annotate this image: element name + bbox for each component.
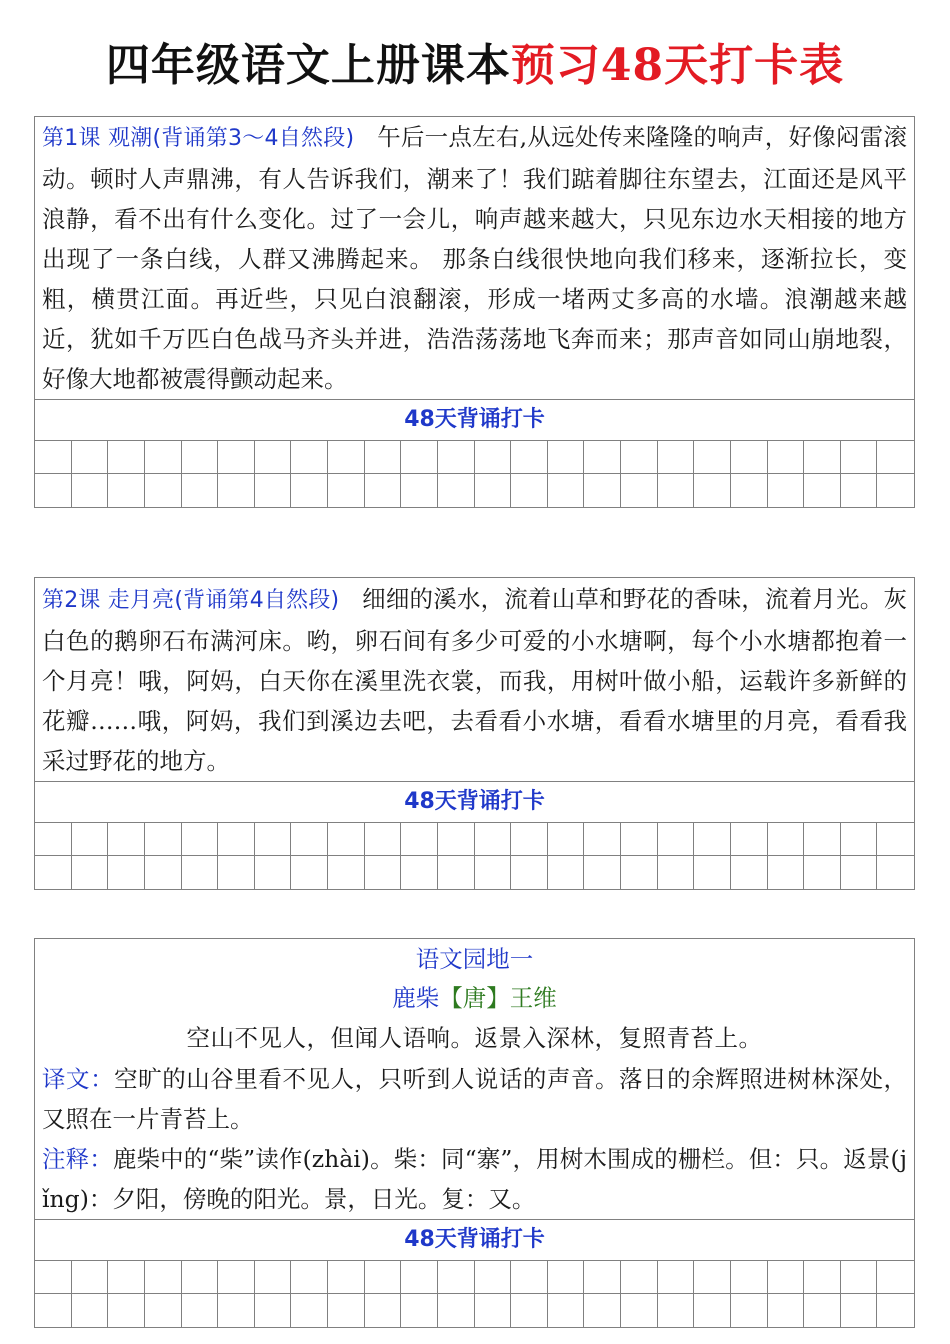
- checkin-cell[interactable]: [72, 1294, 109, 1327]
- checkin-cell[interactable]: [438, 1294, 475, 1327]
- checkin-cell[interactable]: [401, 823, 438, 856]
- checkin-cell[interactable]: [365, 856, 402, 889]
- checkin-cell[interactable]: [877, 1294, 914, 1327]
- checkin-cell[interactable]: [621, 823, 658, 856]
- checkin-cell[interactable]: [291, 441, 328, 474]
- checkin-cell[interactable]: [365, 441, 402, 474]
- checkin-cell[interactable]: [804, 823, 841, 856]
- checkin-cell[interactable]: [768, 1294, 805, 1327]
- checkin-cell[interactable]: [877, 856, 914, 889]
- checkin-cell[interactable]: [511, 823, 548, 856]
- checkin-cell[interactable]: [804, 441, 841, 474]
- checkin-cell[interactable]: [731, 474, 768, 507]
- checkin-cell[interactable]: [328, 856, 365, 889]
- checkin-cell[interactable]: [328, 823, 365, 856]
- checkin-cell[interactable]: [731, 1261, 768, 1294]
- checkin-cell[interactable]: [108, 823, 145, 856]
- checkin-cell[interactable]: [768, 856, 805, 889]
- checkin-cell[interactable]: [475, 856, 512, 889]
- checkin-cell[interactable]: [768, 474, 805, 507]
- garden-punch-label: 48天背诵打卡: [35, 1219, 914, 1260]
- checkin-cell[interactable]: [291, 823, 328, 856]
- checkin-cell[interactable]: [438, 856, 475, 889]
- title-main: 四年级语文上册课本: [105, 40, 511, 91]
- checkin-cell[interactable]: [841, 1261, 878, 1294]
- checkin-cell[interactable]: [438, 441, 475, 474]
- checkin-cell[interactable]: [72, 1261, 109, 1294]
- checkin-cell[interactable]: [694, 441, 731, 474]
- checkin-cell[interactable]: [548, 1294, 585, 1327]
- checkin-cell[interactable]: [401, 1261, 438, 1294]
- checkin-cell[interactable]: [35, 1294, 72, 1327]
- checkin-cell[interactable]: [658, 441, 695, 474]
- checkin-cell[interactable]: [218, 441, 255, 474]
- checkin-cell[interactable]: [658, 1294, 695, 1327]
- poem-title: 鹿柴: [392, 984, 440, 1012]
- lesson-2-card: [34, 577, 915, 890]
- checkin-cell[interactable]: [182, 823, 219, 856]
- checkin-cell[interactable]: [182, 474, 219, 507]
- checkin-cell[interactable]: [511, 1261, 548, 1294]
- lesson-1-card: [34, 116, 915, 508]
- checkin-cell[interactable]: [145, 474, 182, 507]
- lesson-1-text: 午后一点左右,从远处传来隆隆的响声，好像闷雷滚动。顿时人声鼎沸，有人告诉我们，潮来了！我们踮着脚往东望去，江面还是风平浪静，看不出有什么变化。过了一会儿，响声越来越大，只见东边水天相接的地方出现了一条白线，人群又沸腾起来。 那条白线很快地向我们移来，逐渐拉长，变粗，横贯江面。再近些，只见白浪翻滚，形成一堵两丈多高的水墙。浪潮越来越近，犹如千万匹白色战马齐头并进，浩浩荡荡地飞奔而来；那声音如同山崩地裂，好像大地都被震得颤动起来。: [42, 123, 907, 393]
- checkin-cell[interactable]: [291, 856, 328, 889]
- checkin-cell[interactable]: [475, 823, 512, 856]
- lesson-2-body: [35, 578, 914, 781]
- checkin-cell[interactable]: [841, 823, 878, 856]
- checkin-cell[interactable]: [877, 823, 914, 856]
- lesson-1-heading: 第1课 观潮(背诵第3～4自然段): [42, 126, 355, 151]
- checkin-cell[interactable]: [804, 474, 841, 507]
- checkin-cell[interactable]: [475, 1261, 512, 1294]
- checkin-cell[interactable]: [255, 856, 292, 889]
- checkin-cell[interactable]: [401, 441, 438, 474]
- lesson-2-heading: 第2课 走月亮(背诵第4自然段): [42, 588, 340, 613]
- checkin-cell[interactable]: [877, 474, 914, 507]
- checkin-cell[interactable]: [145, 441, 182, 474]
- checkin-cell[interactable]: [182, 441, 219, 474]
- checkin-cell[interactable]: [621, 856, 658, 889]
- checkin-cell[interactable]: [182, 856, 219, 889]
- checkin-cell[interactable]: [694, 856, 731, 889]
- checkin-cell[interactable]: [694, 474, 731, 507]
- checkin-cell[interactable]: [291, 1294, 328, 1327]
- checkin-cell[interactable]: [182, 1294, 219, 1327]
- chinese-garden-card: [34, 938, 915, 1328]
- translation-block: [35, 1059, 914, 1139]
- checkin-cell[interactable]: [365, 474, 402, 507]
- checkin-cell[interactable]: [328, 1294, 365, 1327]
- checkin-cell[interactable]: [108, 474, 145, 507]
- lesson-1-punch-label: 48天背诵打卡: [35, 399, 914, 440]
- checkin-cell[interactable]: [328, 1261, 365, 1294]
- checkin-cell[interactable]: [255, 1261, 292, 1294]
- checkin-cell[interactable]: [511, 474, 548, 507]
- checkin-cell[interactable]: [108, 1261, 145, 1294]
- checkin-cell[interactable]: [731, 441, 768, 474]
- checkin-cell[interactable]: [584, 1294, 621, 1327]
- checkin-cell[interactable]: [621, 474, 658, 507]
- poem-title-line: [35, 979, 914, 1018]
- checkin-cell[interactable]: [548, 823, 585, 856]
- checkin-cell[interactable]: [584, 1261, 621, 1294]
- checkin-cell[interactable]: [841, 1294, 878, 1327]
- checkin-cell[interactable]: [72, 441, 109, 474]
- checkin-cell[interactable]: [108, 441, 145, 474]
- checkin-cell[interactable]: [841, 474, 878, 507]
- checkin-cell[interactable]: [328, 474, 365, 507]
- lesson-2-punch-label: 48天背诵打卡: [35, 781, 914, 822]
- poem-dynasty: 【唐】: [439, 984, 510, 1012]
- checkin-cell[interactable]: [621, 1261, 658, 1294]
- checkin-cell[interactable]: [401, 856, 438, 889]
- checkin-cell[interactable]: [328, 441, 365, 474]
- checkin-cell[interactable]: [584, 474, 621, 507]
- checkin-cell[interactable]: [145, 1261, 182, 1294]
- checkin-cell[interactable]: [365, 823, 402, 856]
- checkin-cell[interactable]: [511, 441, 548, 474]
- checkin-cell[interactable]: [72, 823, 109, 856]
- checkin-cell[interactable]: [658, 823, 695, 856]
- checkin-cell[interactable]: [401, 1294, 438, 1327]
- checkin-cell[interactable]: [768, 1261, 805, 1294]
- checkin-cell[interactable]: [35, 474, 72, 507]
- checkin-cell[interactable]: [72, 474, 109, 507]
- checkin-cell[interactable]: [475, 474, 512, 507]
- checkin-cell[interactable]: [658, 474, 695, 507]
- checkin-cell[interactable]: [731, 856, 768, 889]
- lesson-1-checkin-grid: [35, 440, 914, 507]
- checkin-cell[interactable]: [35, 441, 72, 474]
- checkin-cell[interactable]: [584, 856, 621, 889]
- checkin-cell[interactable]: [401, 474, 438, 507]
- checkin-cell[interactable]: [72, 856, 109, 889]
- checkin-cell[interactable]: [731, 1294, 768, 1327]
- checkin-cell[interactable]: [694, 1261, 731, 1294]
- checkin-cell[interactable]: [35, 1261, 72, 1294]
- page-title: [0, 38, 950, 94]
- checkin-cell[interactable]: [438, 474, 475, 507]
- garden-checkin-grid: [35, 1260, 914, 1327]
- checkin-cell[interactable]: [365, 1261, 402, 1294]
- checkin-cell[interactable]: [108, 1294, 145, 1327]
- checkin-cell[interactable]: [108, 856, 145, 889]
- checkin-cell[interactable]: [584, 441, 621, 474]
- checkin-cell[interactable]: [182, 1261, 219, 1294]
- checkin-cell[interactable]: [658, 1261, 695, 1294]
- lesson-2-text: 细细的溪水，流着山草和野花的香味，流着月光。灰白色的鹅卵石布满河床。哟，卵石间有多少可爱的小水塘啊，每个小水塘都抱着一个月亮！哦，阿妈，白天你在溪里洗衣裳，而我，用树叶做小船，运载许多新鲜的花瓣……哦，阿妈，我们到溪边去吧，去看看小水塘，看看水塘里的月亮，看看我采过野花的地方。: [42, 585, 907, 775]
- checkin-cell[interactable]: [438, 1261, 475, 1294]
- checkin-cell[interactable]: [218, 856, 255, 889]
- checkin-cell[interactable]: [768, 823, 805, 856]
- checkin-cell[interactable]: [694, 823, 731, 856]
- checkin-cell[interactable]: [291, 474, 328, 507]
- poem-author: 王维: [509, 984, 557, 1012]
- checkin-cell[interactable]: [35, 823, 72, 856]
- checkin-cell[interactable]: [145, 856, 182, 889]
- garden-heading: 语文园地一: [415, 945, 534, 973]
- translation-label: 译文：: [42, 1065, 115, 1093]
- checkin-cell[interactable]: [804, 856, 841, 889]
- checkin-cell[interactable]: [584, 823, 621, 856]
- checkin-cell[interactable]: [218, 474, 255, 507]
- checkin-cell[interactable]: [255, 474, 292, 507]
- notes-text: 鹿柴中的“柴”读作(zhài)。柴：同“寨”，用树木围成的栅栏。但：只。返景(jǐng)：夕阳，傍晚的阳光。景，日光。复：又。: [42, 1145, 908, 1213]
- checkin-cell[interactable]: [255, 823, 292, 856]
- checkin-cell[interactable]: [731, 823, 768, 856]
- checkin-cell[interactable]: [218, 1261, 255, 1294]
- checkin-cell[interactable]: [804, 1261, 841, 1294]
- lesson-1-body: [35, 117, 914, 399]
- checkin-cell[interactable]: [291, 1261, 328, 1294]
- checkin-cell[interactable]: [694, 1294, 731, 1327]
- checkin-cell[interactable]: [145, 823, 182, 856]
- checkin-cell[interactable]: [218, 1294, 255, 1327]
- checkin-cell[interactable]: [548, 1261, 585, 1294]
- checkin-cell[interactable]: [475, 441, 512, 474]
- checkin-cell[interactable]: [841, 856, 878, 889]
- checkin-cell[interactable]: [438, 823, 475, 856]
- poem-text: 空山不见人，但闻人语响。返景入深林，复照青苔上。: [186, 1024, 763, 1052]
- checkin-cell[interactable]: [877, 1261, 914, 1294]
- checkin-cell[interactable]: [877, 441, 914, 474]
- checkin-cell[interactable]: [841, 441, 878, 474]
- checkin-cell[interactable]: [621, 441, 658, 474]
- checkin-cell[interactable]: [255, 1294, 292, 1327]
- checkin-cell[interactable]: [511, 856, 548, 889]
- translation-text: 空旷的山谷里看不见人，只听到人说话的声音。落日的余辉照进树林深处，又照在一片青苔上。: [42, 1065, 908, 1133]
- checkin-cell[interactable]: [621, 1294, 658, 1327]
- checkin-cell[interactable]: [511, 1294, 548, 1327]
- checkin-cell[interactable]: [768, 441, 805, 474]
- checkin-cell[interactable]: [658, 856, 695, 889]
- notes-block: [35, 1139, 914, 1219]
- checkin-cell[interactable]: [35, 856, 72, 889]
- checkin-cell[interactable]: [548, 441, 585, 474]
- checkin-cell[interactable]: [548, 856, 585, 889]
- checkin-cell[interactable]: [255, 441, 292, 474]
- checkin-cell[interactable]: [475, 1294, 512, 1327]
- lesson-2-checkin-grid: [35, 822, 914, 889]
- checkin-cell[interactable]: [804, 1294, 841, 1327]
- checkin-cell[interactable]: [145, 1294, 182, 1327]
- checkin-cell[interactable]: [218, 823, 255, 856]
- checkin-cell[interactable]: [365, 1294, 402, 1327]
- notes-label: 注释：: [42, 1145, 113, 1173]
- title-highlight: 预习48天打卡表: [510, 40, 845, 91]
- checkin-cell[interactable]: [548, 474, 585, 507]
